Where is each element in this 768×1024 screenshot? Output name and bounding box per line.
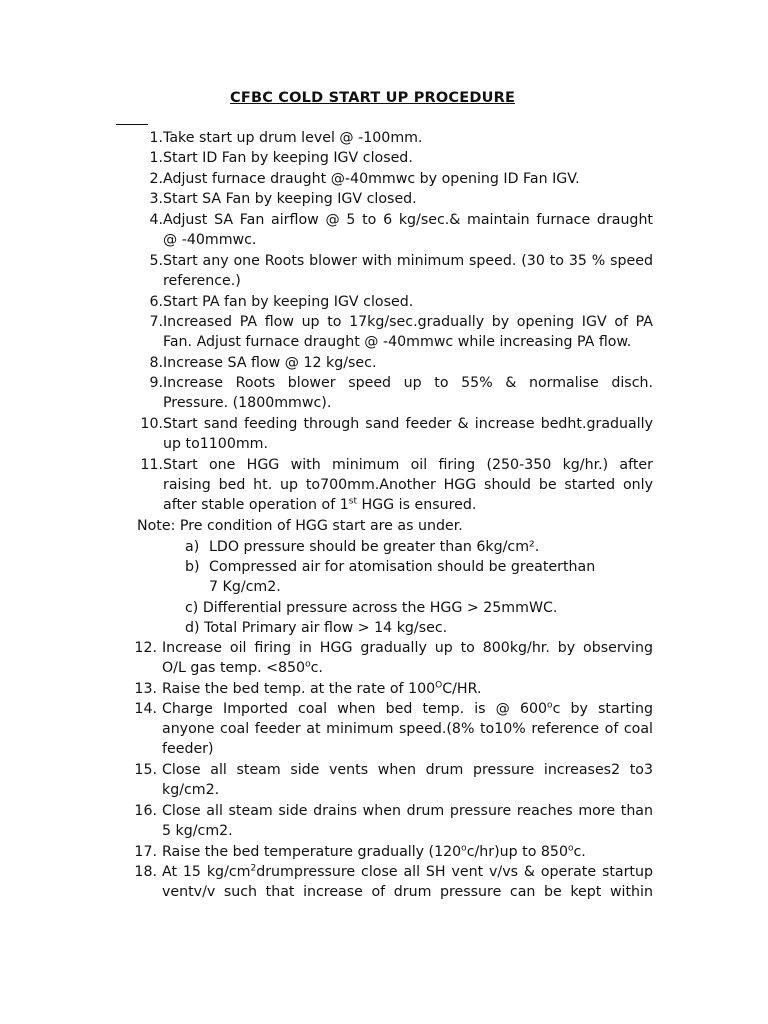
superscript: O xyxy=(435,680,443,691)
step-text: feeder) xyxy=(162,741,214,757)
step-text: Close all steam side vents when drum pressure increases2 to3 xyxy=(162,762,653,778)
step-number: 17. xyxy=(134,844,157,860)
step-item xyxy=(133,760,653,800)
step-text: C/HR. xyxy=(442,681,482,697)
step-text: Pressure. (1800mmwc). xyxy=(163,395,332,411)
step-text: Start any one Roots blower with minimum speed. (30 to 35 % speed xyxy=(163,253,653,269)
step-text: c/hr)up to 850 xyxy=(466,844,568,860)
note-item-text: Total Primary air flow > 14 kg/sec. xyxy=(204,620,448,636)
step-item xyxy=(133,169,653,189)
step-item xyxy=(133,455,653,515)
step-number: 12. xyxy=(134,640,157,656)
step-number: 3. xyxy=(149,191,163,207)
step-text: Charge Imported coal when bed temp. is @ 600 xyxy=(162,701,548,717)
step-item xyxy=(133,128,653,148)
superscript: 2 xyxy=(250,863,257,874)
step-number: 14. xyxy=(134,701,157,717)
step-text: up to1100mm. xyxy=(163,436,269,452)
step-item xyxy=(133,189,653,209)
underline-rule xyxy=(116,124,148,125)
superscript: o xyxy=(547,700,553,711)
step-number: 13. xyxy=(134,681,157,697)
step-number: 8. xyxy=(149,355,163,371)
superscript: o xyxy=(461,843,467,854)
step-text: c. xyxy=(310,660,323,676)
step-text: drumpressure close all SH vent v/vs & operate startup xyxy=(256,864,653,880)
step-text: raising bed ht. up to700mm.Another HGG should be started only xyxy=(163,477,653,493)
step-text: Raise the bed temperature gradually (120 xyxy=(162,844,462,860)
note-item-label: b) xyxy=(185,559,200,575)
note-item-text: Compressed air for atomisation should be greaterthan xyxy=(209,559,596,575)
page-title: CFBC COLD START UP PROCEDURE xyxy=(230,90,516,106)
step-text: Increase SA flow @ 12 kg/sec. xyxy=(163,355,377,371)
step-text: anyone coal feeder at minimum speed.(8% to10% reference of coal xyxy=(162,721,653,737)
step-text: Take start up drum level @ -100mm. xyxy=(163,130,423,146)
step-item xyxy=(133,414,653,454)
step-number: 2. xyxy=(149,171,163,187)
step-number: 18. xyxy=(134,864,157,880)
step-text: Start ID Fan by keeping IGV closed. xyxy=(163,150,413,166)
note-item-text: LDO pressure should be greater than 6kg/cm². xyxy=(209,539,540,555)
step-item xyxy=(133,312,653,352)
superscript: o xyxy=(305,659,311,670)
step-number: 15. xyxy=(134,762,157,778)
step-item xyxy=(133,251,653,291)
superscript: st xyxy=(348,496,357,507)
note-item xyxy=(185,618,625,638)
note-item-label: c) xyxy=(185,600,199,616)
step-text: ventv/v such that increase of drum pressure can be kept within xyxy=(162,884,653,900)
note-item-text: 7 Kg/cm2. xyxy=(209,579,281,595)
step-text: O/L gas temp. <850 xyxy=(162,660,306,676)
step-item xyxy=(133,842,653,862)
step-text: HGG is ensured. xyxy=(356,497,477,513)
step-text: Adjust SA Fan airflow @ 5 to 6 kg/sec.& maintain furnace draught xyxy=(163,212,653,228)
note-item xyxy=(185,557,625,597)
step-text: Increased PA flow up to 17kg/sec.gradually by opening IGV of PA xyxy=(163,314,653,330)
note-heading: Note: xyxy=(137,518,176,534)
step-number: 1. xyxy=(149,130,163,146)
note-line xyxy=(137,516,463,536)
step-text: c by starting xyxy=(552,701,653,717)
step-text: Start PA fan by keeping IGV closed. xyxy=(163,294,414,310)
step-text: after stable operation of 1 xyxy=(163,497,349,513)
step-number: 11. xyxy=(140,457,163,473)
step-item xyxy=(133,373,653,413)
step-text: Raise the bed temp. at the rate of 100 xyxy=(162,681,436,697)
step-item xyxy=(133,148,653,168)
note-item-label: a) xyxy=(185,539,200,555)
step-text: kg/cm2. xyxy=(162,782,220,798)
step-text: Start sand feeding through sand feeder & increase bedht.gradually xyxy=(163,416,653,432)
note-item xyxy=(185,537,625,557)
step-number: 6. xyxy=(149,294,163,310)
step-number: 5. xyxy=(149,253,163,269)
step-item xyxy=(133,862,653,902)
step-text: Adjust furnace draught @-40mmwc by opening ID Fan IGV. xyxy=(163,171,580,187)
step-number: 7. xyxy=(149,314,163,330)
superscript: o xyxy=(567,843,574,854)
step-text: Start one HGG with minimum oil firing (250-350 kg/hr.) after xyxy=(163,457,653,473)
step-number: 1. xyxy=(149,150,163,166)
step-number: 16. xyxy=(134,803,157,819)
step-text: Fan. Adjust furnace draught @ -40mmwc while increasing PA flow. xyxy=(163,334,632,350)
step-item xyxy=(133,292,653,312)
step-number: 10. xyxy=(140,416,163,432)
step-text: Close all steam side drains when drum pressure reaches more than xyxy=(162,803,653,819)
step-item xyxy=(133,210,653,250)
step-item xyxy=(133,638,653,678)
step-text: @ -40mmwc. xyxy=(163,232,257,248)
step-item xyxy=(133,699,653,759)
note-item-label: d) xyxy=(185,620,200,636)
note-item xyxy=(185,598,625,618)
step-text: reference.) xyxy=(163,273,241,289)
step-text: c. xyxy=(573,844,586,860)
step-text: At 15 kg/cm xyxy=(162,864,251,880)
step-text: Increase oil firing in HGG gradually up to 800kg/hr. by observing xyxy=(162,640,653,656)
step-item xyxy=(133,353,653,373)
note-item-text: Differential pressure across the HGG > 25mmWC. xyxy=(202,600,558,616)
step-item xyxy=(133,801,653,841)
step-number: 4. xyxy=(149,212,163,228)
step-text: Start SA Fan by keeping IGV closed. xyxy=(163,191,417,207)
note-text: Pre condition of HGG start are as under. xyxy=(175,518,463,534)
step-text: Increase Roots blower speed up to 55% & normalise disch. xyxy=(163,375,653,391)
step-number: 9. xyxy=(149,375,163,391)
step-item xyxy=(133,679,653,699)
step-text: 5 kg/cm2. xyxy=(162,823,233,839)
